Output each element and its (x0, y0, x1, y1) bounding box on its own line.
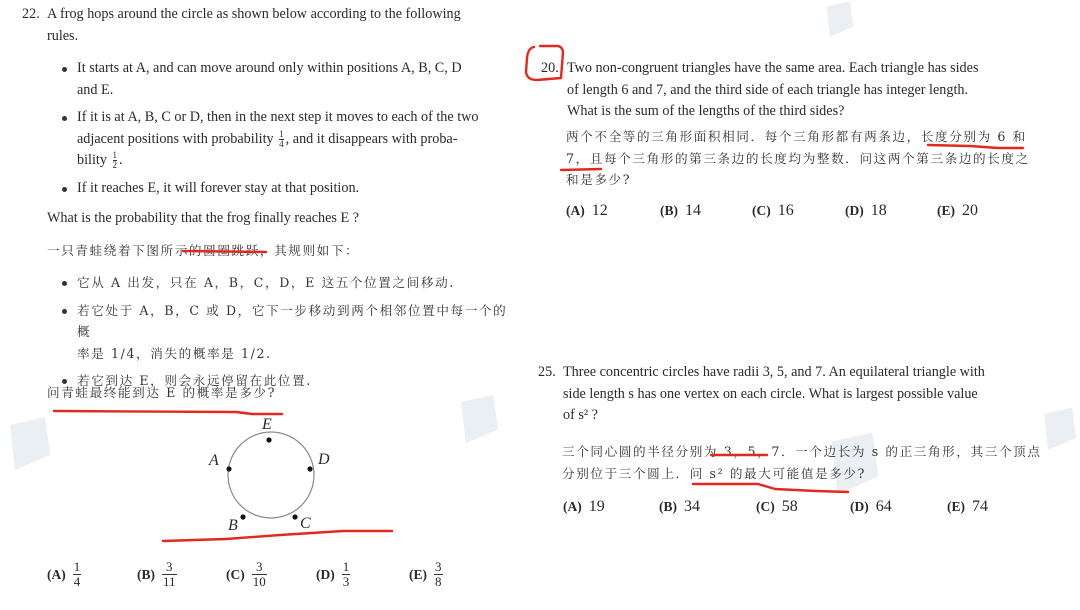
zh-rules-list (77, 272, 517, 398)
rule-text: and E. (77, 81, 114, 98)
fraction (113, 151, 118, 170)
numerator: 1 (342, 559, 350, 574)
choice-label: (D) (316, 566, 335, 582)
choice-label: (C) (752, 203, 771, 218)
rules-list (77, 58, 507, 205)
problem-number: 22. (22, 6, 40, 22)
problem-number: 20. (541, 60, 559, 76)
zh-line: 和是多少? (566, 172, 632, 187)
choice-b[interactable] (659, 498, 700, 516)
choice-a[interactable] (47, 560, 81, 589)
circle-diagram (195, 412, 355, 547)
choice-a[interactable] (563, 498, 605, 516)
zh-problem-text (562, 441, 1052, 484)
zh-line: 两个不全等的三角形面积相同．每个三角形都有两条边，长度分别为 6 和 (566, 129, 1027, 144)
point-c (292, 514, 297, 519)
zh-rule-text: 率是 1/4，消失的概率是 1/2. (77, 345, 272, 361)
choice-label: (A) (47, 566, 66, 582)
problem-text (567, 58, 1047, 123)
denominator: 4 (73, 574, 81, 589)
fraction (252, 560, 267, 589)
rule-item (77, 178, 507, 200)
problem-line: of length 6 and 7, and the third side of each triangle has integer length. (567, 81, 969, 98)
choice-label: (B) (659, 499, 677, 514)
choice-e[interactable] (409, 560, 443, 589)
denominator: 2 (112, 160, 118, 171)
choice-d[interactable] (850, 498, 892, 516)
denominator: 10 (252, 574, 266, 589)
zh-line: 三个同心圆的半径分别为 3，5，7．一个边长为 s 的正三角形，其三个顶点 (562, 444, 1042, 459)
choice-label: (B) (137, 566, 155, 582)
denominator: 8 (435, 574, 442, 589)
zh-intro: 一只青蛙绕着下图所示的圆圈跳跃，其规则如下： (47, 243, 360, 258)
choice-a[interactable] (566, 202, 608, 220)
fraction (279, 130, 284, 149)
point-a (226, 466, 231, 471)
choice-label: (A) (566, 203, 585, 218)
point-e (266, 437, 271, 442)
choice-label: (E) (937, 203, 955, 218)
fraction (434, 560, 443, 589)
choice-label: (C) (226, 566, 245, 582)
problem-intro-line: rules. (47, 27, 79, 44)
choice-label: (D) (845, 203, 864, 218)
watermark-logo-icon (800, 0, 880, 40)
numerator: 3 (166, 559, 173, 574)
problem-intro-line: A frog hops around the circle as shown below according to the following (47, 6, 461, 22)
denominator: 4 (279, 138, 284, 149)
fraction (73, 560, 82, 589)
rule-text: If it is at A, B, C or D, then in the next step it moves to each of the two (77, 109, 479, 125)
choice-value: 12 (591, 202, 608, 219)
denominator: 3 (342, 574, 350, 589)
zh-rule-item (77, 300, 517, 365)
rule-text (77, 129, 507, 151)
problem-text (563, 362, 1053, 427)
choice-b[interactable] (660, 202, 701, 220)
choice-label: (E) (947, 499, 965, 514)
choice-value: 14 (685, 202, 701, 219)
problem-line: of s² ? (563, 407, 598, 423)
zh-line: 7，且每个三角形的第三条边的长度均为整数．问这两个第三条边的长度之 (566, 150, 1030, 166)
numerator: 1 (73, 559, 81, 574)
choice-label: (D) (850, 499, 869, 514)
numerator: 3 (256, 559, 263, 574)
choice-value: 18 (870, 202, 887, 219)
choice-value: 19 (588, 498, 605, 515)
choice-value: 20 (962, 202, 978, 219)
choice-label: (E) (409, 566, 427, 582)
zh-rule-text: 它从 A 出发，只在 A，B，C，D，E 这五个位置之间移动. (77, 275, 455, 290)
choice-value: 74 (972, 498, 988, 515)
choice-c[interactable] (756, 498, 798, 516)
choice-value: 34 (684, 498, 700, 515)
choice-e[interactable] (947, 498, 988, 516)
numerator: 3 (435, 559, 442, 574)
rule-text-part: bility (77, 152, 107, 168)
fraction (162, 560, 177, 589)
rule-text: It starts at A, and can move around only within positions A, B, C, D (77, 60, 462, 76)
choice-e[interactable] (937, 202, 978, 220)
problem-number: 25. (538, 364, 556, 380)
rule-text-part: , and it disappears with proba- (285, 130, 458, 147)
rule-text-part: adjacent positions with probability (77, 130, 274, 147)
label-d: D (318, 451, 330, 468)
choice-d[interactable] (845, 202, 887, 220)
choice-value: 58 (781, 498, 798, 515)
choice-label: (A) (563, 499, 582, 514)
choice-value: 64 (875, 498, 892, 515)
zh-rule-item (77, 272, 517, 294)
problem-intro (47, 4, 507, 47)
problem-line: Two non-congruent triangles have the same area. Each triangle has sides (567, 60, 979, 76)
zh-line: 分别位于三个圆上．问 s² 的最大可能值是多少? (562, 465, 866, 481)
label-b: B (228, 517, 238, 534)
zh-question: 问青蛙最终能到达 E 的概率是多少? (47, 385, 277, 400)
point-d (307, 466, 312, 471)
watermark-logo-icon (5, 415, 55, 475)
label-e: E (262, 416, 272, 433)
choice-value: 16 (777, 202, 794, 219)
label-a: A (209, 452, 219, 469)
fraction (342, 560, 351, 589)
problem-line: Three concentric circles have radii 3, 5, and 7. An equilateral triangle with (563, 364, 985, 380)
question-text: What is the probability that the frog finally reaches E ? (47, 210, 360, 226)
point-b (240, 514, 245, 519)
problem-line: What is the sum of the lengths of the third sides? (567, 103, 845, 119)
label-c: C (300, 515, 311, 532)
choice-d[interactable] (316, 560, 350, 589)
numerator: 1 (279, 128, 284, 139)
zh-problem-text (566, 126, 1046, 191)
denominator: 11 (163, 574, 176, 589)
choice-b[interactable] (137, 560, 177, 589)
choice-label: (B) (660, 203, 678, 218)
rule-item (77, 58, 507, 101)
choice-c[interactable] (226, 560, 267, 589)
rule-text: If it reaches E, it will forever stay at that position. (77, 179, 360, 196)
choice-c[interactable] (752, 202, 794, 220)
rule-text (77, 150, 507, 172)
numerator: 1 (112, 150, 118, 161)
rule-item (77, 107, 507, 172)
watermark-logo-icon (452, 393, 507, 448)
problem-line: side length s has one vertex on each circle. What is largest possible value (563, 385, 978, 402)
zh-rule-text: 若它到达 E，则会永远停留在此位置. (77, 373, 312, 388)
zh-rule-text: 若它处于 A，B，C 或 D，它下一步移动到两个相邻位置中每一个的概 (77, 302, 508, 339)
choice-label: (C) (756, 499, 775, 514)
rule-text-part: . (119, 152, 123, 168)
